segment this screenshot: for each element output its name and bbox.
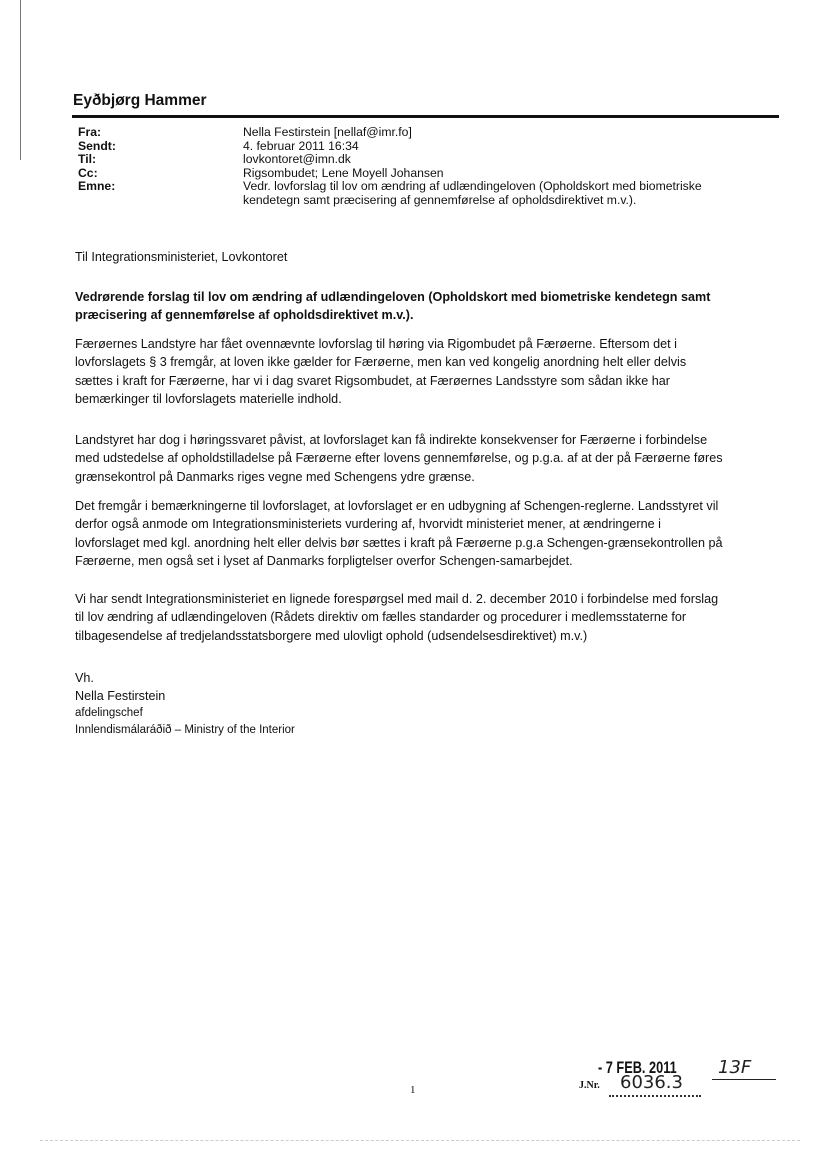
header-cc — [78, 167, 702, 181]
header-from — [78, 126, 702, 140]
signature — [75, 669, 295, 739]
paragraph-line: Det fremgår i bemærkningerne til lovforslaget, at lovforslaget er en udbygning af Schengen-reglerne. Landsstyret vil — [75, 499, 719, 513]
paragraph-3 — [75, 497, 723, 571]
mail-owner-name: Eyðbjørg Hammer — [73, 92, 207, 109]
journal-number-value: 6036.3 — [620, 1072, 683, 1093]
signature-title: afdelingschef — [75, 707, 143, 719]
paragraph-line: Landstyret har dog i høringssvaret påvist, at lovforslaget kan få indirekte konsekvenser for Færøerne i forbindelse — [75, 433, 708, 447]
paragraph-line: med udstedelse af opholdstilladelse på Færøerne efter lovens gennemførelse, og p.g.a. af at der på Færøerne føres — [75, 451, 723, 466]
paragraph-line: tilbagesendelse af tredjelandsstatsborgere med ulovligt ophold (udsendelsesdirektivet) m.v.) — [75, 628, 588, 643]
header-to — [78, 153, 702, 167]
header-value — [243, 180, 702, 207]
header-label: Til: — [78, 152, 97, 167]
paragraph-line: Færøernes Landstyre har fået ovennævnte lovforslag til høring via Rigombudet på Færøerne. Eftersom det i — [75, 337, 677, 351]
heading-line: præcisering af gennemførelse af opholdsdirektivet m.v.). — [75, 308, 414, 323]
initials-underline — [712, 1079, 776, 1080]
paragraph-line: Vi har sendt Integrationsministeriet en lignede forespørgsel med mail d. 2. december 2010 i forbindelse med forslag — [75, 592, 719, 606]
subject-line: Vedr. lovforslag til lov om ændring af udlændingeloven (Opholdskort med biometriske — [243, 179, 702, 194]
scan-margin-line — [20, 0, 21, 160]
header-value: Nella Festirstein [nellaf@imr.fo] — [243, 125, 412, 139]
header-sent — [78, 140, 702, 154]
heading-line: Vedrørende forslag til lov om ændring af udlændingeloven (Opholdskort med biometriske kendetegn samt — [75, 290, 711, 304]
paragraph-1 — [75, 335, 686, 409]
header-divider — [72, 115, 779, 118]
paragraph-line: derfor også anmode om Integrationsministeriets vurdering af, hvorvidt ministeriet mener, at ændringerne i — [75, 517, 661, 532]
signature-org: Innlendismálaráðið – Ministry of the Interior — [75, 724, 295, 736]
paragraph-line: grænsekontrol på Danmarks riges vegne med Schengens ydre grænse. — [75, 469, 475, 484]
paragraph-4 — [75, 590, 718, 645]
paragraph-2 — [75, 431, 723, 486]
header-value: Rigsombudet; Lene Moyell Johansen — [243, 165, 444, 180]
paragraph-line: lovforslagets § 3 fremgår, at loven ikke gælder for Færøerne, men kan ved kongelig anordning helt eller delvis — [75, 355, 687, 370]
paragraph-line: sættes i kraft for Færøerne, har vi i dag svaret Rigsombudet, at Færøernes Landsstyre som sådan ikke har — [75, 373, 670, 388]
page-number: 1 — [410, 1084, 416, 1096]
subject-line: kendetegn samt præcisering af gennemførelse af opholdsdirektivet m.v.). — [243, 192, 637, 207]
paragraph-line: bemærkinger til lovforslagets materielle indhold. — [75, 392, 342, 407]
paragraph-line: til lov ændring af udlændingeloven (Rådets direktiv om fælles standarder og procedurer i medlemsstaterne for — [75, 610, 687, 625]
signature-closing: Vh. — [75, 671, 94, 685]
greeting: Til Integrationsministeriet, Lovkontoret — [75, 250, 288, 264]
email-header — [78, 126, 702, 208]
journal-number-dotted-line — [609, 1095, 701, 1097]
header-label: Emne: — [78, 179, 116, 194]
scan-edge-line — [40, 1140, 800, 1141]
paragraph-line: lovforslaget med kgl. anordning helt eller delvis bør sættes i kraft på Færøerne p.g.a Schengen-grænsekontrollen på — [75, 535, 723, 550]
header-value: lovkontoret@imn.dk — [243, 152, 351, 167]
letter-heading — [75, 288, 710, 325]
journal-number-label: J.Nr. — [579, 1080, 600, 1091]
header-subject — [78, 180, 702, 207]
header-label: Fra: — [78, 125, 102, 139]
handwritten-initials: 13F — [718, 1057, 752, 1078]
received-date-stamp: - 7 FEB. 2011 — [598, 1058, 677, 1077]
signature-name: Nella Festirstein — [75, 689, 166, 703]
paragraph-line: Færøerne, men også set i lyset af Danmarks forpligtelser overfor Schengen-samarbejdet. — [75, 554, 573, 569]
header-label: Sendt: — [78, 138, 116, 153]
header-value: 4. februar 2011 16:34 — [243, 138, 359, 153]
header-label: Cc: — [78, 165, 98, 180]
